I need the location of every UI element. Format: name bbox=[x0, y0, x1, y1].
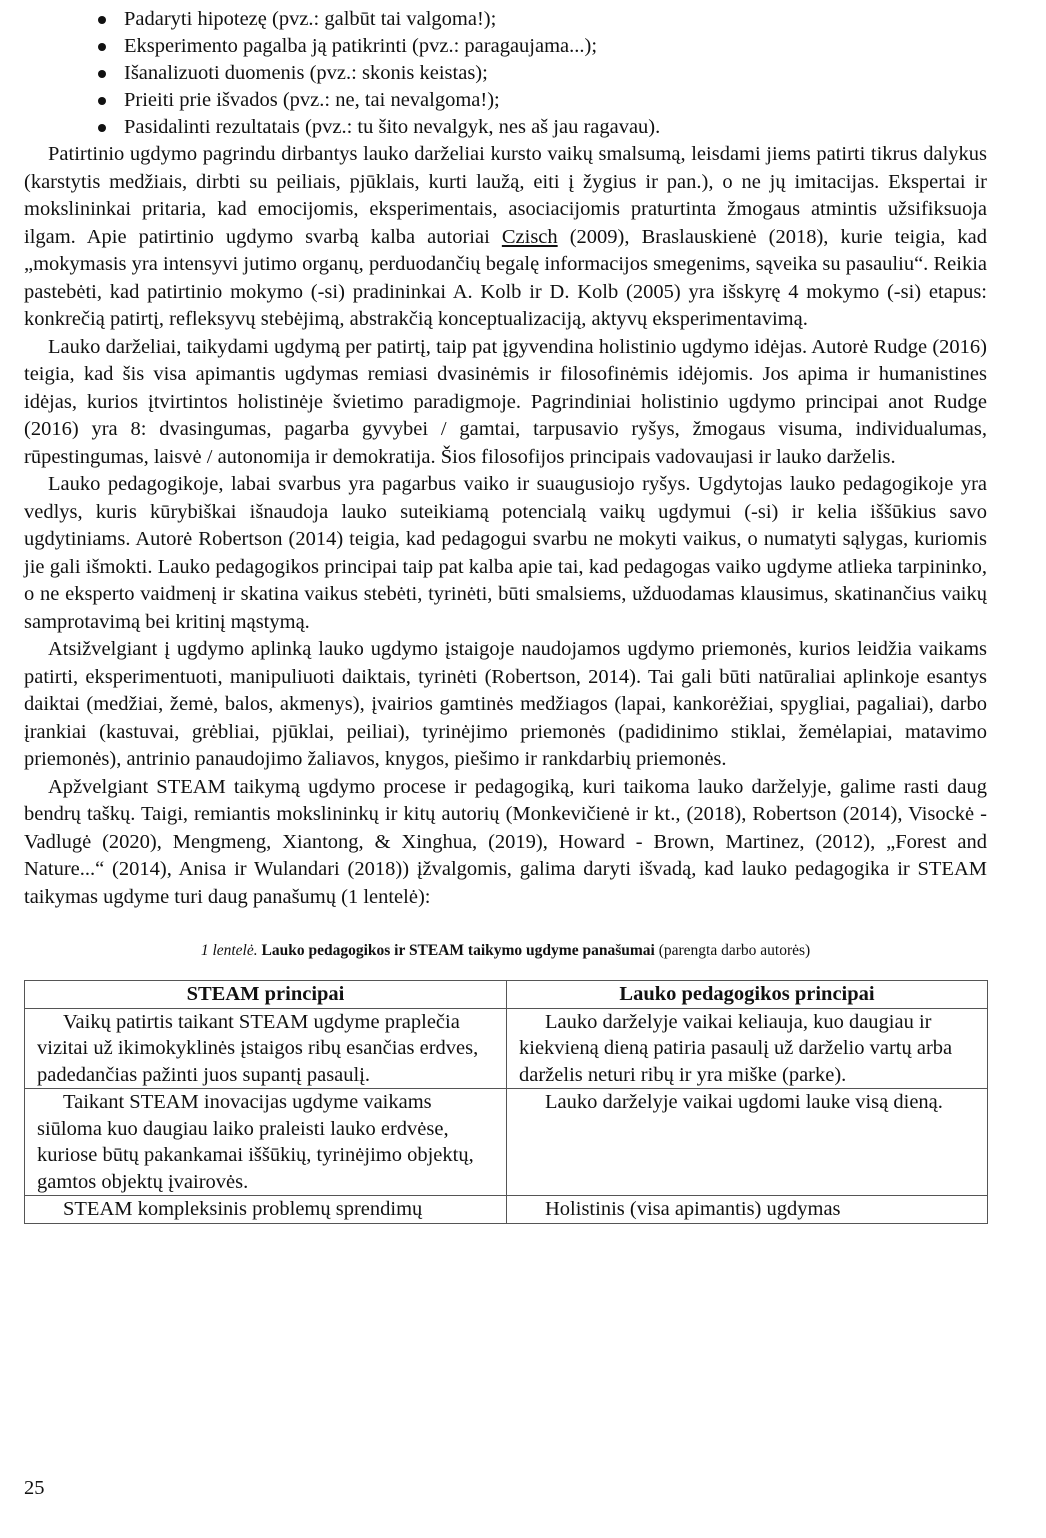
table-row bbox=[25, 1089, 988, 1196]
table-cell: STEAM kompleksinis problemų sprendimų bbox=[25, 1196, 507, 1224]
table-cell: Taikant STEAM inovacijas ugdyme vaikams siūloma kuo daugiau laiko praleisti lauko erdvėse, kuriose būtų pakankamai iššūkių, tyrinėjimo objektų, gamtos objektų įvairovės. bbox=[25, 1089, 507, 1196]
page-number: 25 bbox=[24, 1477, 45, 1499]
table-cell: Lauko darželyje vaikai keliauja, kuo daugiau ir kiekvieną dieną patiria pasaulį už darželio vartų arba darželis neturi ribų ir yra miške (parke). bbox=[507, 1008, 988, 1089]
list-item: Prieiti prie išvados (pvz.: ne, tai nevalgoma!); bbox=[124, 87, 987, 114]
list-item: Eksperimento pagalba ją patikrinti (pvz.: paragaujama...); bbox=[124, 33, 987, 60]
citation-link[interactable]: Czisch bbox=[501, 225, 558, 248]
method-steps-list bbox=[24, 6, 987, 141]
paragraph-learning-tools: Atsižvelgiant į ugdymo aplinką lauko ugdymo įstaigoje naudojamos ugdymo priemonės, kurios leidžia vaikams patirti, eksperimentuoti, manipuliuoti daiktais, tyrinėti (Robertson, 2014). Tai gali būti natūraliai aplinkoje esantys daiktai (medžiai, žemė, balos, akmenys), įvairios gamtinės medžiagos (lapai, kankorėžiai, spygliai, pagaliai), darbo įrankiai (kastuvai, grėbliai, pjūklai, peiliai), tyrinėjimo priemonės (padidinimo stiklai, žemėlapiai, matavimo priemonės), antrinio panaudojimo žaliavos, knygos, piešimo ir rankdarbių priemonės. bbox=[24, 638, 987, 770]
table-row bbox=[25, 1008, 988, 1089]
list-item: Padaryti hipotezę (pvz.: galbūt tai valgoma!); bbox=[124, 6, 987, 33]
paragraph-child-adult-relationship: Lauko pedagogikoje, labai svarbus yra pagarbus vaiko ir suaugusiojo ryšys. Ugdytojas lauko pedagogikoje yra vedlys, kuris kūrybiškai išnaudoja lauko suteikiamą potencialą vaikų ugdymui (-si) ir kelia iššūkius savo ugdytiniams. Autorė Robertson (2014) teigia, kad pedagogui svarbu ne mokyti vaikus, o numatyti sąlygas, kuriomis jie gali išmokti. Lauko pedagogikos principai taip pat kalba apie tai, kad pedagogas vaiko ugdyme atlieka tarpininko, o ne eksperto vaidmenį ir skatina vaikus stebėti, tyrinėti, būti smalsiems, užduodamas klausimus, skatinančius vaikų samprotavimą bei kritinį mąstymą. bbox=[24, 473, 987, 633]
list-item: Pasidalinti rezultatais (pvz.: tu šito nevalgyk, nes aš jau ragavau). bbox=[124, 114, 987, 141]
table-header-row bbox=[25, 981, 988, 1009]
bullet-icon bbox=[98, 43, 106, 51]
comparison-table bbox=[24, 980, 988, 1224]
bullet-icon bbox=[98, 70, 106, 78]
list-item: Išanalizuoti duomenis (pvz.: skonis keistas); bbox=[124, 60, 987, 87]
table-cell: Vaikų patirtis taikant STEAM ugdyme praplečia vizitai už ikimokyklinės įstaigos ribų esančias erdves, padedančias pažinti juos supantį pasaulį. bbox=[25, 1008, 507, 1089]
table-caption: 1 lentelė. Lauko pedagogikos ir STEAM taikymo ugdyme panašumai (parengta darbo autorės) bbox=[200, 942, 811, 959]
document-page bbox=[24, 6, 987, 1224]
bullet-icon bbox=[98, 97, 106, 105]
paragraph-holistic-education: Lauko darželiai, taikydami ugdymą per patirtį, taip pat įgyvendina holistinio ugdymo idėjas. Autorė Rudge (2016) teigia, kad šis visa apimantis ugdymas remiasi dvasinėmis ir filosofinėmis idėjomis. Jos apima ir humanistines idėjas, kurios įtvirtintos holistinėje švietimo paradigmoje. Pagrindiniai holistinio ugdymo principai anot Rudge (2016) yra 8: dvasingumas, pagarba gyvybei / gamtai, tarpusavio ryšys, žmogaus visuma, individualumas, rūpestingumas, laisvė / autonomija ir demokratija. Šios filosofijos principais vadovaujasi ir lauko darželis. bbox=[24, 335, 987, 468]
paragraph-experiential-learning: Patirtinio ugdymo pagrindu dirbantys lauko darželiai kursto vaikų smalsumą, leisdami jiems patirti tikrus dalykus (karstytis medžiais, dirbti su peiliais, pjūklais, kurti laužą, eiti į žygius ir pan.), o ne jų imitacijas. Ekspertai ir mokslininkai pritaria, kad emocijomis, eksperimentais, asociacijomis praturtinta žmogaus atmintis užsifiksuoja ilgam. Apie patirtinio ugdymo svarbą kalba autoriai Czisch (2009), Braslauskienė (2018), kurie teigia, kad „mokymasis yra intensyvi jutimo organų, perduodančių begalę informacijos smegenims, sąveika su pasauliu“. Reikia pastebėti, kad patirtinio mokymo (-si) pradininkai A. Kolb ir D. Kolb (2005) yra išskyrę 4 mokymo (-si) etapus: konkrečią patirtį, refleksyvų stebėjimą, abstrakčią konceptualizaciją, aktyvų eksperimentavimą. bbox=[24, 143, 987, 330]
table-row bbox=[25, 1196, 988, 1224]
bullet-icon bbox=[98, 16, 106, 24]
table-cell: Holistinis (visa apimantis) ugdymas bbox=[507, 1196, 988, 1224]
paragraph-steam-comparison: Apžvelgiant STEAM taikymą ugdymo procese ir pedagogiką, kuri taikoma lauko darželyje, galime rasti daug bendrų taškų. Taigi, remiantis mokslininkų ir kitų autorių (Monkevičienė ir kt., (2018), Robertson (2014), Visockė - Vadlugė (2020), Mengmeng, Xiantong, & Xinghua, (2019), Howard - Brown, Martinez, (2012), „Forest and Nature...“ (2014), Anisa ir Wulandari (2018)) įžvalgomis, galima daryti išvadą, kad lauko pedagogika ir STEAM taikymas ugdyme turi daug panašumų (1 lentelė): bbox=[24, 775, 987, 908]
column-header-steam: STEAM principai bbox=[25, 981, 507, 1009]
column-header-outdoor: Lauko pedagogikos principai bbox=[507, 981, 988, 1009]
bullet-icon bbox=[98, 124, 106, 132]
table-cell: Lauko darželyje vaikai ugdomi lauke visą dieną. bbox=[507, 1089, 988, 1196]
